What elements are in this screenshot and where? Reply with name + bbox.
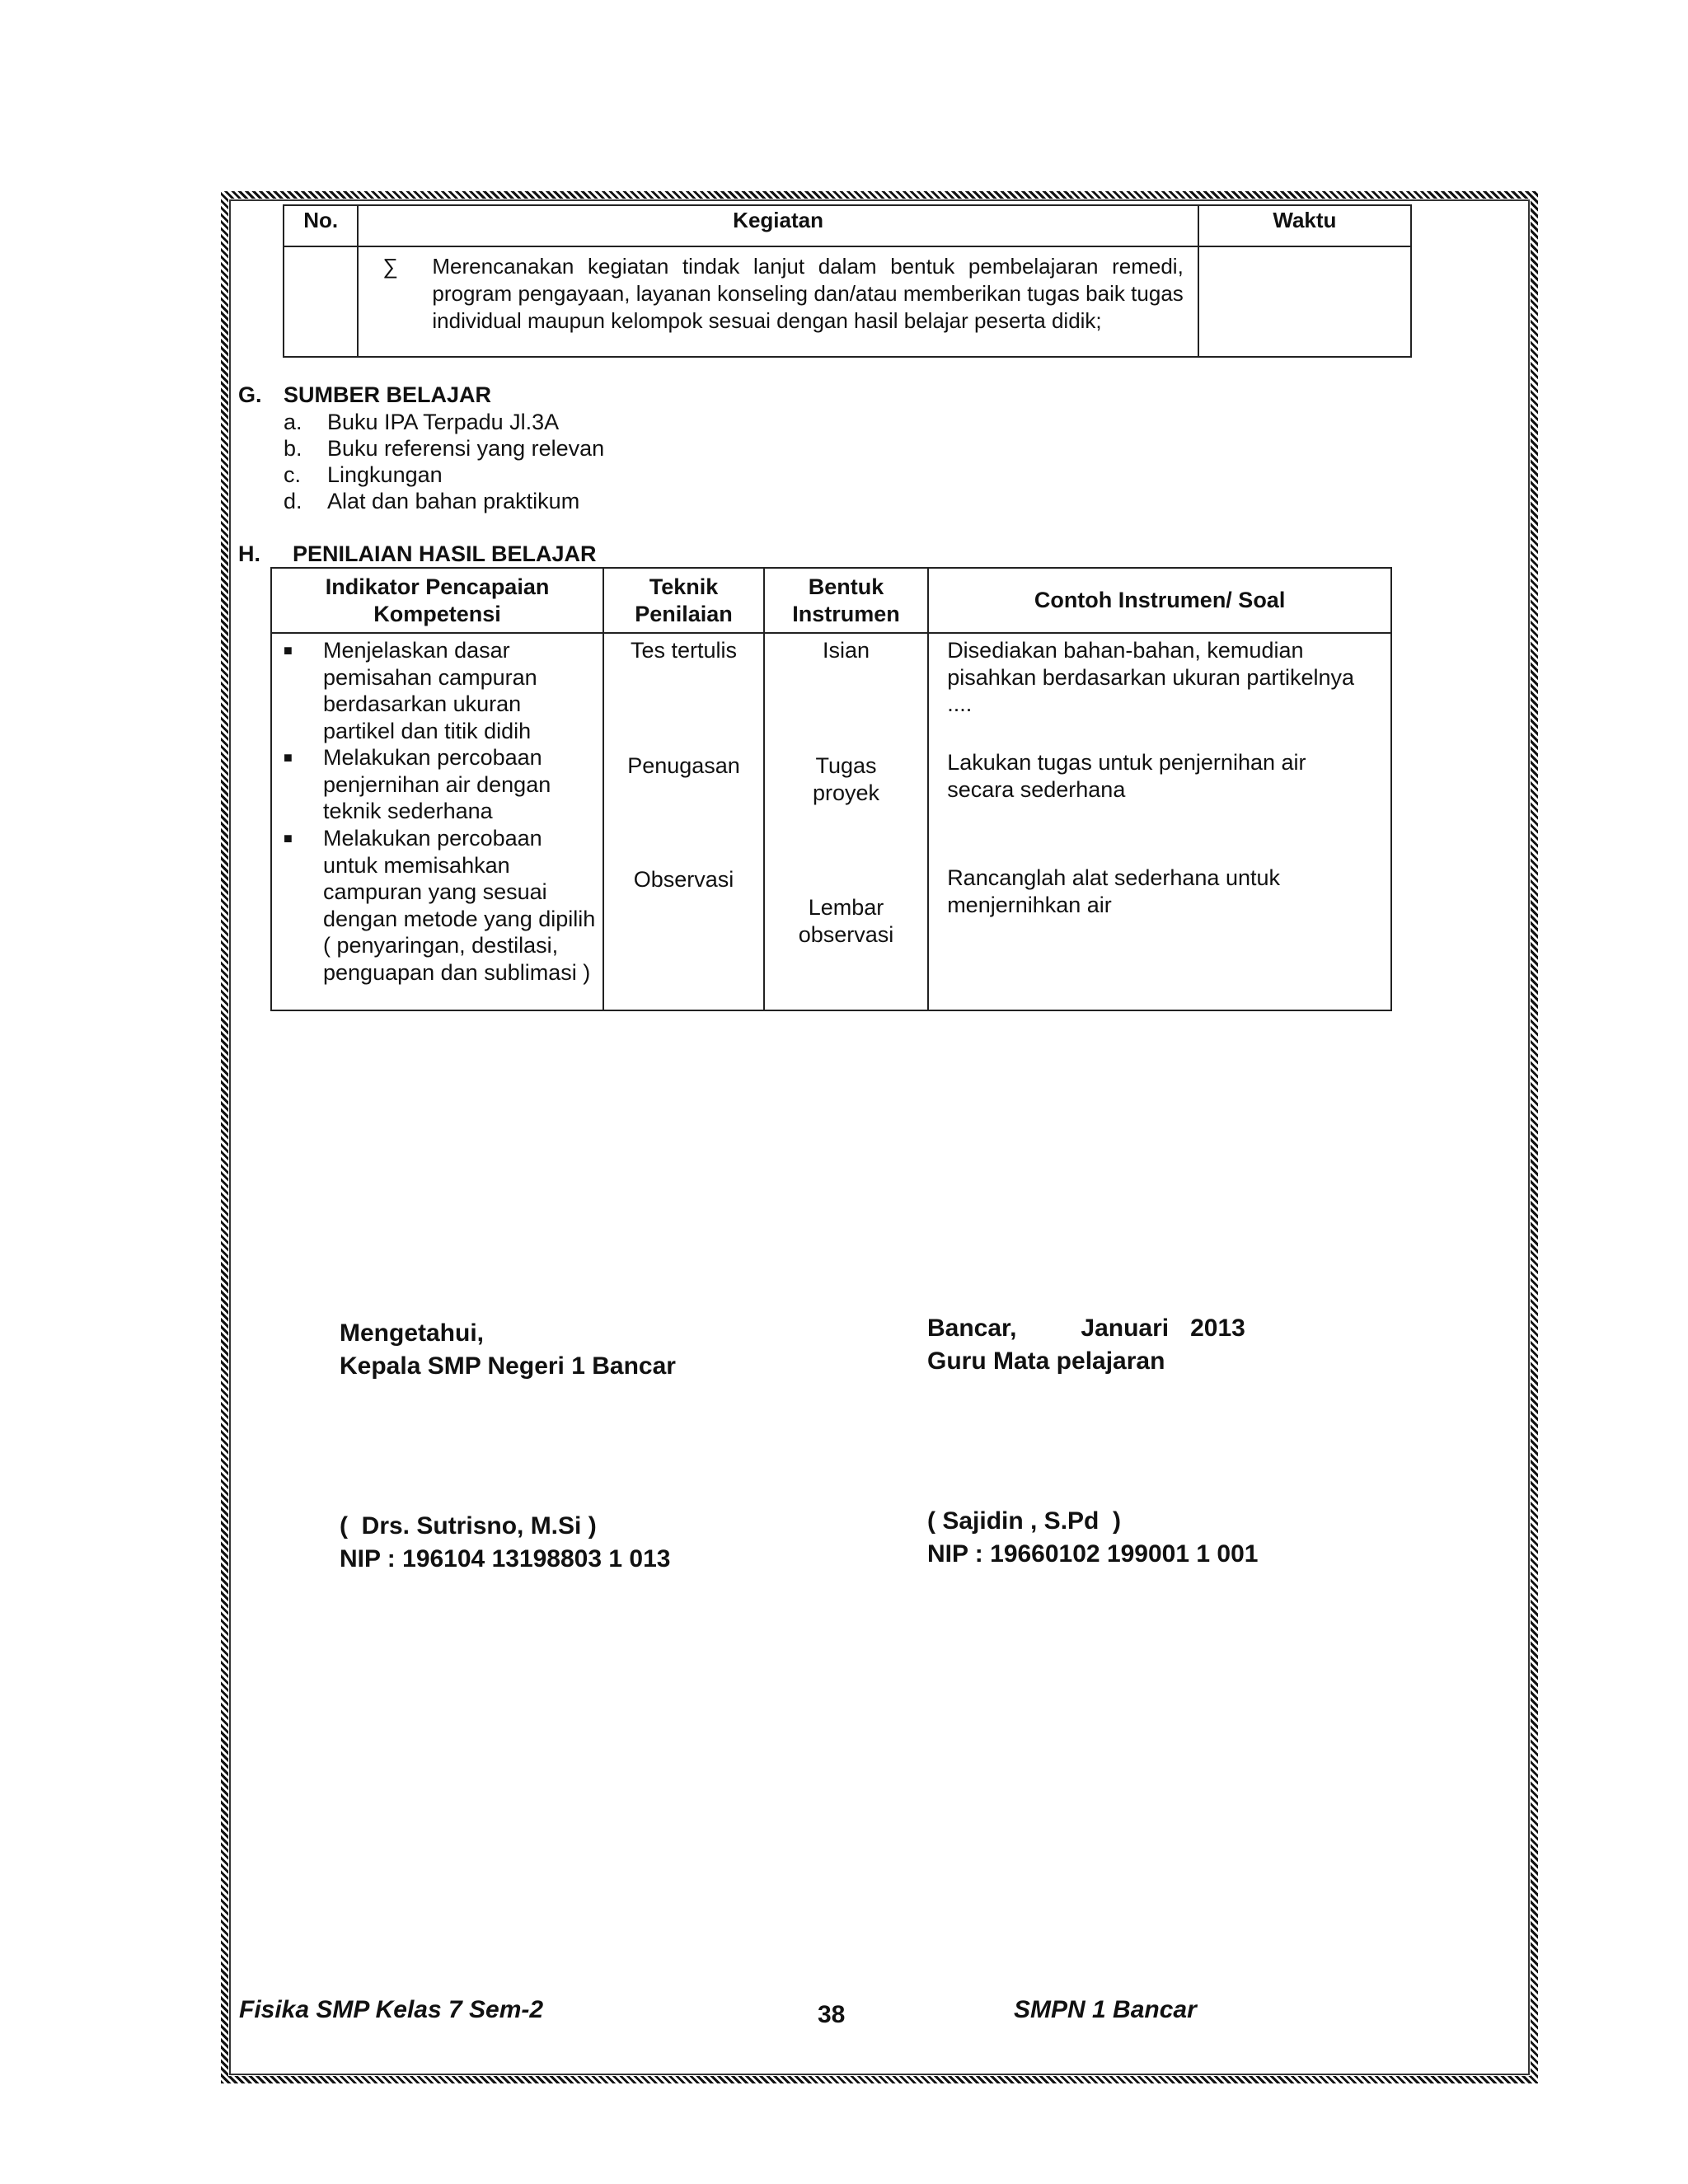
cell-contoh: Disediakan bahan-bahan, kemudian pisahkan berdasarkan ukuran partikelnya .... Lakukan tugas untuk penjernihan air secara sederhana Rancanglah alat sederhana untuk menjernihkan air: [928, 633, 1391, 1010]
section-g-heading: [238, 382, 491, 408]
header-indikator: Indikator Pencapaian Kompetensi: [271, 568, 603, 633]
list-item: d. Alat dan bahan praktikum: [284, 489, 580, 513]
table-row: [284, 246, 1411, 357]
signature-right-heading: Bancar, Januari 2013 Guru Mata pelajaran: [927, 1315, 1245, 1375]
table-row: [271, 633, 1391, 1010]
header-contoh: Contoh Instrumen/ Soal: [928, 568, 1391, 633]
section-h-heading: [238, 541, 597, 567]
header-waktu: Waktu: [1198, 205, 1411, 246]
header-no: No.: [284, 205, 358, 246]
section-g-letter: G.: [238, 382, 262, 407]
signature-left-heading: Mengetahui, Kepala SMP Negeri 1 Bancar: [340, 1319, 676, 1380]
activity-table: [283, 204, 1412, 358]
footer-left: Fisika SMP Kelas 7 Sem-2: [239, 1996, 544, 2023]
section-h-letter: H.: [238, 541, 260, 566]
cell-no: [284, 246, 358, 357]
cell-bentuk: Isian Tugas proyek Lembar observasi: [764, 633, 928, 1010]
bullet-icon: ■: [284, 642, 293, 658]
list-item: a. Buku IPA Terpadu Jl.3A: [284, 410, 560, 434]
list-item: c. Lingkungan: [284, 462, 443, 487]
list-item: ■ Melakukan percobaan penjernihan air dengan teknik sederhana: [272, 744, 598, 825]
cell-teknik: Tes tertulis Penugasan Observasi: [603, 633, 764, 1010]
list-item: ■ Menjelaskan dasar pemisahan campuran berdasarkan ukuran partikel dan titik didih: [272, 637, 598, 744]
section-g-title: SUMBER BELAJAR: [284, 382, 492, 407]
table-header-row: [271, 568, 1391, 633]
bullet-icon: ■: [284, 749, 293, 766]
cell-indikator: [271, 633, 603, 1010]
section-h-title: PENILAIAN HASIL BELAJAR: [293, 541, 597, 566]
list-item: ■ Melakukan percobaan untuk memisahkan campuran yang sesuai dengan metode yang dipilih ( penyaringan, destilasi, penguapan dan sublimasi ): [272, 825, 598, 986]
header-teknik: Teknik Penilaian: [603, 568, 764, 633]
signature-left-name: ( Drs. Sutrisno, M.Si ) NIP : 196104 13198803 1 013: [340, 1512, 671, 1572]
table-header-row: [284, 205, 1411, 246]
signature-right-name: ( Sajidin , S.Pd ) NIP : 19660102 199001 1 001: [927, 1507, 1259, 1568]
header-bentuk: Bentuk Instrumen: [764, 568, 928, 633]
footer-right: SMPN 1 Bancar: [1014, 1996, 1197, 2023]
sumber-belajar-list: [284, 409, 604, 514]
cell-waktu: [1198, 246, 1411, 357]
bullet-icon: ■: [284, 830, 293, 846]
kegiatan-text: Merencanakan kegiatan tindak lanjut dalam bentuk pembelajaran remedi, program pengayaan, layanan konseling dan/atau memberikan tugas baik tugas individual maupun kelompok sesuai dengan hasil belajar peserta didik;: [432, 254, 1184, 333]
cell-kegiatan: [358, 246, 1198, 357]
sigma-icon: ∑: [382, 254, 398, 279]
assessment-table: [270, 567, 1392, 1011]
header-kegiatan: Kegiatan: [358, 205, 1198, 246]
page-number: 38: [818, 2001, 846, 2028]
list-item: b. Buku referensi yang relevan: [284, 436, 605, 461]
